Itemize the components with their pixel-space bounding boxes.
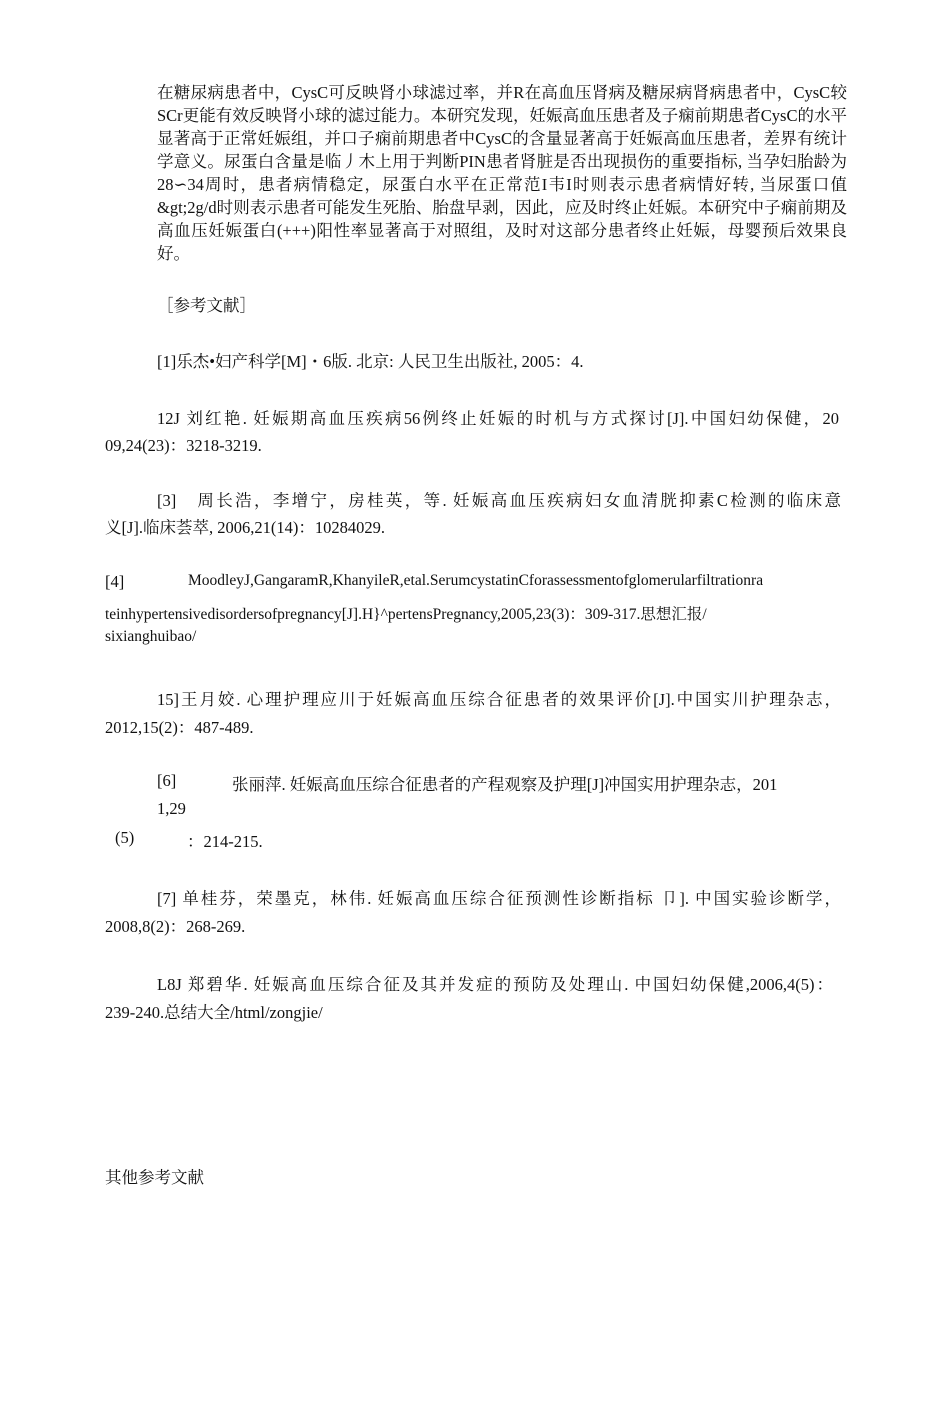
reference-4-line-1: MoodleyJ,GangaramR,KhanyileR,etal.SerumcystatinCforassessmentofglomerularfiltrationra xyxy=(188,572,764,589)
reference-8-line-1: L8J 郑碧华. 妊娠高血压综合征及其并发症的预防及处理山. 中国妇幼保健,2006,4(5)： xyxy=(157,975,833,994)
reference-4-line-3: sixianghuibao/ xyxy=(105,628,197,645)
reference-8-line-2: 239-240.总结大全/html/zongjie/ xyxy=(105,1003,323,1022)
reference-4-number: [4] xyxy=(105,572,125,591)
other-references-heading: 其他参考文献 xyxy=(105,1168,204,1187)
reference-2-line-1: 12J 刘红艳. 妊娠期高血压疾病56例终止妊娠的时机与方式探讨[J].中国妇幼保健，20 xyxy=(157,409,839,428)
references-heading: ［参考文献］ xyxy=(157,296,256,315)
reference-5-line-1: 15]王月姣. 心理护理应川于妊娠高血压综合征患者的效果评价[J].中国实川护理杂志， xyxy=(157,690,841,709)
reference-7-line-2: 2008,8(2)：268-269. xyxy=(105,917,246,936)
reference-1: [1]乐杰•妇产科学[M]・6版. 北京: 人民卫生出版社, 2005：4. xyxy=(157,352,584,371)
reference-5-line-2: 2012,15(2)：487-489. xyxy=(105,718,254,737)
reference-3-line-1: [3] 周长浩，李增宁，房桂英，等. 妊娠高血压疾病妇女血清胱抑素C检测的临床意 xyxy=(157,491,841,510)
reference-6-line-1: 张丽萍. 妊娠高血压综合征患者的产程观察及护理[J]冲国实用护理杂志，201 xyxy=(232,775,778,794)
reference-4-line-2: teinhypertensivedisordersofpregnancy[J].H}^pertensPregnancy,2005,23(3)：309-317.思想汇报/ xyxy=(105,606,707,623)
reference-6-line-3-issue: (5) xyxy=(115,828,135,847)
reference-6-line-2: 1,29 xyxy=(157,799,186,818)
reference-2-line-2: 09,24(23)：3218-3219. xyxy=(105,436,262,455)
reference-7-line-1: [7] 单桂芬，荣墨克，林伟. 妊娠高血压综合征预测性诊断指标 卩]. 中国实验诊断学， xyxy=(157,889,841,908)
reference-6-number: [6] xyxy=(157,771,177,790)
reference-3-line-2: 义[J].临床荟萃, 2006,21(14)：10284029. xyxy=(105,518,386,537)
reference-6-line-3-pages: ：214-215. xyxy=(187,832,263,851)
body-paragraph: 在糖尿病患者中，CysC可反映肾小球滤过率，并R在高血压肾病及糖尿病肾病患者中，CysC较SCr更能有效反映肾小球的滤过能力。本研究发现，妊娠高血压患者及子痫前期患者CysC的水平显著高于正常妊娠组，并口子痫前期患者中CysC的含量显著高于妊娠高血压患者，差界有统计学意义。尿蛋白含量是临丿木上用于判断PIN患者肾脏是否出现损伤的重要指标, 当孕妇胎龄为28∽34周时，患者病情稳定，尿蛋白水平在正常范I韦I时则表示患者病情好转, 当尿蛋口值&gt;2g/d时则表示患者可能发生死胎、胎盘早剥，因此，应及时终止妊娠。本研究中子痫前期及高血压妊娠蛋白(+++)阳性率显著高于对照组，及时对这部分患者终止妊娠，母婴预后效果良好。 xyxy=(157,83,847,263)
